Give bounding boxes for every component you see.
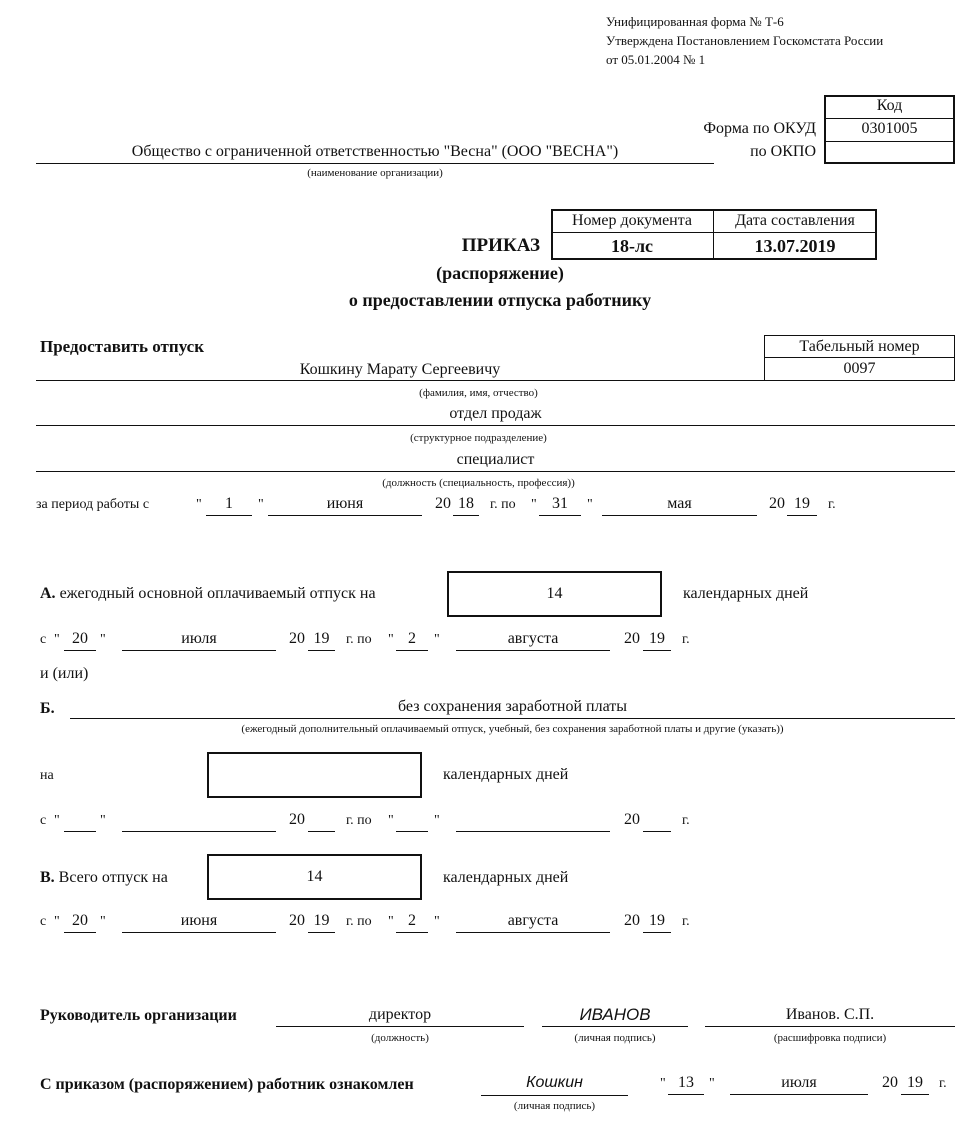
work-day-to: 31 [539, 495, 581, 516]
v-day-from: 20 [64, 912, 96, 933]
a-year-from: 19 [308, 630, 335, 651]
a-year-to: 19 [643, 630, 671, 651]
doc-num-head: Номер документа [571, 212, 693, 229]
section-a-days: 14 [546, 585, 563, 602]
b-month-from [122, 811, 276, 832]
work-period-prefix: за период работы с [36, 497, 150, 512]
a-month-from: июля [122, 630, 276, 651]
doc-subject: о предоставлении отпуска работнику [348, 290, 652, 310]
b-year-to [643, 811, 671, 832]
work-month-from: июня [268, 495, 422, 516]
position-caption: (должность (специальность, профессия)) [382, 477, 575, 489]
section-b-days-box [207, 752, 422, 798]
ack-month: июля [730, 1074, 868, 1095]
doc-title: ПРИКАЗ [461, 235, 540, 256]
v-year-from: 19 [308, 912, 335, 933]
head-position-caption: (должность) [371, 1032, 429, 1044]
organization-name: Общество с ограниченной ответственностью "Весна" (ООО "ВЕСНА") [36, 143, 714, 164]
v-day-to: 2 [396, 912, 428, 933]
ack-day: 13 [668, 1074, 704, 1095]
ack-signature-caption: (личная подпись) [513, 1100, 596, 1112]
b-day-to [396, 811, 428, 832]
a-month-to: августа [456, 630, 610, 651]
okud-label: Форма по ОКУД [703, 120, 816, 137]
ack-year: 19 [901, 1074, 929, 1095]
codes-head: Код [876, 97, 903, 114]
section-b-type: без сохранения заработной платы [70, 698, 955, 719]
department-caption: (структурное подразделение) [410, 432, 547, 444]
section-v-days: 14 [306, 868, 323, 885]
head-signature: ИВАНОВ [542, 1005, 688, 1027]
work-year-to: 19 [787, 495, 817, 516]
employee-caption: (фамилия, имя, отчество) [419, 387, 538, 399]
tab-number-head: Табельный номер [799, 338, 920, 355]
grant-label: Предоставить отпуск [40, 337, 205, 356]
position: специалист [36, 451, 955, 472]
form-note-line3: от 05.01.2004 № 1 [606, 52, 706, 67]
doc-date: 13.07.2019 [754, 236, 836, 256]
head-name-caption: (расшифровка подписи) [773, 1032, 887, 1044]
b-month-to [456, 811, 610, 832]
section-v-label: В. Всего отпуск на [40, 869, 168, 886]
head-position: директор [276, 1006, 524, 1027]
doc-num: 18-лс [610, 236, 654, 256]
head-signature-caption: (личная подпись) [574, 1032, 656, 1044]
section-b-letter: Б. [40, 700, 55, 717]
v-year-to: 19 [643, 912, 671, 933]
work-month-to: мая [602, 495, 757, 516]
v-month-from: июня [122, 912, 276, 933]
ack-label: С приказом (распоряжением) работник ознакомлен [40, 1076, 414, 1093]
a-day-to: 2 [396, 630, 428, 651]
v-month-to: августа [456, 912, 610, 933]
head-label: Руководитель организации [40, 1007, 237, 1024]
a-day-from: 20 [64, 630, 96, 651]
employee-name: Кошкину Марату Сергеевичу [36, 361, 764, 381]
and-or: и (или) [40, 665, 89, 682]
section-b-caption: (ежегодный дополнительный оплачиваемый отпуск, учебный, без сохранения заработной платы и другие (указать)) [241, 723, 784, 735]
doc-date-head: Дата составления [735, 212, 855, 229]
organization-caption: (наименование организации) [307, 167, 443, 179]
okpo-label: по ОКПО [750, 143, 816, 160]
b-year-from [308, 811, 335, 832]
tab-number-value: 0097 [843, 360, 876, 377]
form-note-line2: Утверждена Постановлением Госкомстата России [606, 33, 884, 48]
b-day-from [64, 811, 96, 832]
doc-subtitle: (распоряжение) [436, 263, 564, 283]
work-day-from: 1 [206, 495, 252, 516]
head-name: Иванов. С.П. [705, 1006, 955, 1027]
okud-value: 0301005 [861, 120, 918, 137]
ack-signature: Кошкин [481, 1074, 628, 1096]
department: отдел продаж [36, 405, 955, 426]
work-year-from: 18 [453, 495, 479, 516]
section-a-label: А. ежегодный основной оплачиваемый отпуск на [40, 585, 376, 602]
form-note-line1: Унифицированная форма № Т-6 [606, 14, 784, 29]
